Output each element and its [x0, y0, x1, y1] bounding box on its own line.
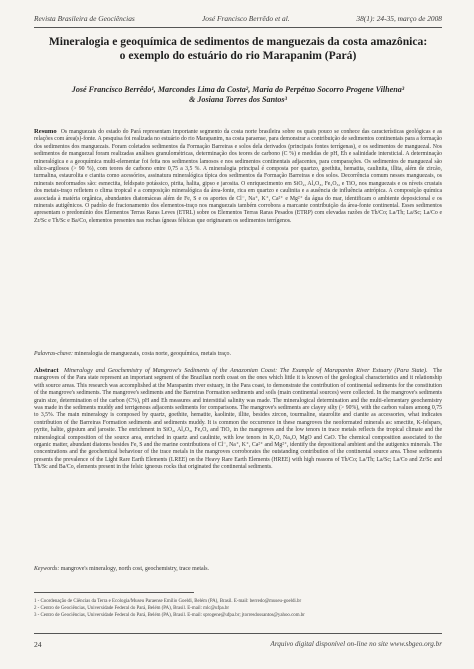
- abstract-paragraph: [34, 367, 442, 472]
- keywords-text: mangrove's mineralogy, north cost, geochemistry, trace metals.: [60, 566, 209, 572]
- authors-line-1: José Francisco Berrêdo¹, Marcondes Lima da Costa², Maria do Perpétuo Socorro Progene Vilhena³: [71, 85, 405, 94]
- page-number: 24: [34, 640, 42, 649]
- footer-rule: [34, 633, 442, 634]
- keywords: [34, 566, 442, 573]
- palavras-heading: Palavras-chave:: [34, 351, 73, 357]
- title-line-2: o exemplo do estuário do rio Marapanim (Pará): [119, 48, 357, 62]
- footnote-2: 2 - Centro de Geociências, Universidade Federal do Pará, Belém (PA), Brasil. E-mail: mlc@ufpa.br: [34, 606, 230, 612]
- resumo-heading: Resumo: [34, 128, 57, 135]
- author-list: [34, 85, 442, 105]
- keywords-heading: Keywords:: [34, 566, 60, 572]
- abstract-heading: Abstract: [34, 367, 59, 374]
- header-rule: [34, 27, 442, 28]
- footnote-3: 3 - Centro de Geociências, Universidade Federal do Pará, Belém (PA), Brasil. E-mail: sprogene@ufpa.br; jtorresdossantos@yahoo.com.br: [34, 613, 305, 619]
- footnote-1: 1 - Coordenação de Ciências da Terra e Ecologia/Museu Paraense Emílio Goeldi, Belém (PA), Brasil. E-mail: berredo@museu-goeldi.br: [34, 599, 302, 604]
- palavras-text: mineralogia de manguezais, costa norte, geoquímica, metais traço.: [74, 351, 231, 357]
- article-title: [34, 35, 442, 62]
- footnotes: [34, 598, 442, 620]
- palavras-chave: [34, 351, 442, 358]
- title-line-1: Mineralogia e geoquímica de sedimentos de manguezais da costa amazônica:: [48, 35, 428, 48]
- running-header: [34, 14, 442, 26]
- resumo-text: Os manguezais do estado do Pará representam importante segmento da costa norte brasileira sobre os quais pouco se conhece das características geológicas e as relações com área(s)-fonte. A pesquisa foi realizada no estuário do rio Marapanim, na costa paraense, para demonstrar a contribuição de sedimentos continentais para a formação dos sedimentos dos manguezais. Foram coletados sedimentos da Formação Barreiras e solos dela derivados (principais fontes terrígenas), e os sedimentos de manguezal. Nos sedimentos de manguezal foram realizadas análises granulométricas, determinação dos teores de carbono (C %) e medidas de pH, Eh e salinidade intersticial. A determinação mineralógica e a geoquímica multi-elementar foi feita nos sedimentos lamosos e nos sedimentos continentais adjacentes, para comparações. Os sedimentos de manguezal são sílico-argilosos (> 90 %), com teores de carbono entre 0,75 a 3,5 %. A mineralogia principal é composta por quartzo, goethita, hematita, caulinita, illita, além de zircão, turmalina, estaurolita e cianita como acessórios, assinatura mineralógica típica dos sedimentos da Formação Barreiras e dos solos. Decorrência comum nesses manguezais, os minerais neoformados são: esmectita, feldspato potássico, pirita, halita, gipso e jarosita. O enriquecimento em SiO₂, Al₂O₃, Fe₂O₃, e TiO₂ nos manguezais e os níveis crustais dos metais-traço refletem o clima tropical e a composição mineralógica da área-fonte, rica em quartzo e caulinita e a ausência de influência antrópica. A composição química associada à matéria orgânica, abundantes diatomáceas além de Fe, S e os aportes de Cl⁻, Na⁺, K⁺, Ca²⁺ e Mg²⁺ da água do mar, identificam o ambiente deposicional e os minerais autigênicos. O padrão de fracionamento dos elementos-traço nos manguezais também corrobora a marcante contribuição da área-fonte continental. Esses sedimentos apresentam o predomínio dos Elementos Terras Raras Leves (ETRL) sobre os Elementos Terras Raras Pesados (ETRP) com elevadas razões de Th/Co; La/Th; La/Sc; La/Co e Zr/Sc e Th/Sc e Ba/Co, elementos presentes nas rochas ígneas félsicas que originaram os sedimentos terrígenos.: [34, 129, 443, 224]
- footnote-rule: [34, 592, 194, 593]
- authors-line-2: & Josiana Torres dos Santos³: [189, 95, 287, 104]
- header-authors: José Francisco Berrêdo et al.: [202, 14, 290, 23]
- journal-name: Revista Brasileira de Geociências: [34, 14, 135, 23]
- resumo-paragraph: [34, 128, 442, 225]
- abstract-title: Mineralogy and Geochemistry of Mangrove's Sediments of the Amazonian Coast: The Example of Marapanim River Estuary (Para State).: [63, 367, 428, 374]
- archive-note: Arquivo digital disponível on-line no site www.sbgeo.org.br: [270, 640, 442, 648]
- issue-info: 38(1): 24-35, março de 2008: [356, 14, 442, 23]
- abstract-text: The mangroves of the Para state represent an important segment of the Brazilian north coast on the ones which little it is known of the geological characteristics and it relationship with source areas. This research was accomplished at the Marapanim river estuary, in the Para coast, to demonstrate the contribution of continental sediments for the constitution of the mangrove's sediments. The mangrove's sediments and the Barreiras Formation sediments and soils (main continental sources) were collected. In the mangrove's sediments grain size, determination of the carbon (C%), pH and Eh measures and interstitial salinity was made. The mineralogical determination and the multi-elementary geochemistry was made in the sediments muddy and terrigenous adjacents sediments for comparisons. The mangrove's sediments are clayey silty (> 90%), with the carbon values among 0,75 to 3,5%. The main mineralogy is composed by quartz, goethite, hematite, kaolinite, illite, besides zircon, tourmaline, staurolite and cianite as accessories, what indicates contribution of the Barreiras Formation sediments and sediments muddy. It is common the occurrence in these mangroves the neoformated minerals as: smectite, K-felspars, pyrite, halite, gipsium and jarosite. The enrichment in SiO₂, Al₂O₃, Fe₂O₃ and TiO₂ in the mangroves and the low tenors in trace metals reflects the tropical climate and the mineralogical composition of the source area, enriched in quartz and caulinite, with low tenors in K₂O, Na₂O, MgO and CaO. The chemical composition associated to the organic matter, abundant diatoms besides Fe, S and the marine contributions of Cl⁻, Na⁺, K⁺, Ca²⁺ and Mg²⁺, identify the depositional ambient and the autigenics minerals. The concentrations and the geochemical behaviour of the trace metals in the mangroves corroborates the outstanding contribution of the continental source area. Those sediments presents the prevalence of the Light Rare Earth Elements (LREE) on the Heavy Rare Earth Elements (HREE) with high reasons of Th/Co; La/Th; La/Sc; La/Co and Zr/Sc and Th/Sc and Ba/Co, elements present in the felsic igneous rocks that originated the continental sediments.: [34, 368, 443, 471]
